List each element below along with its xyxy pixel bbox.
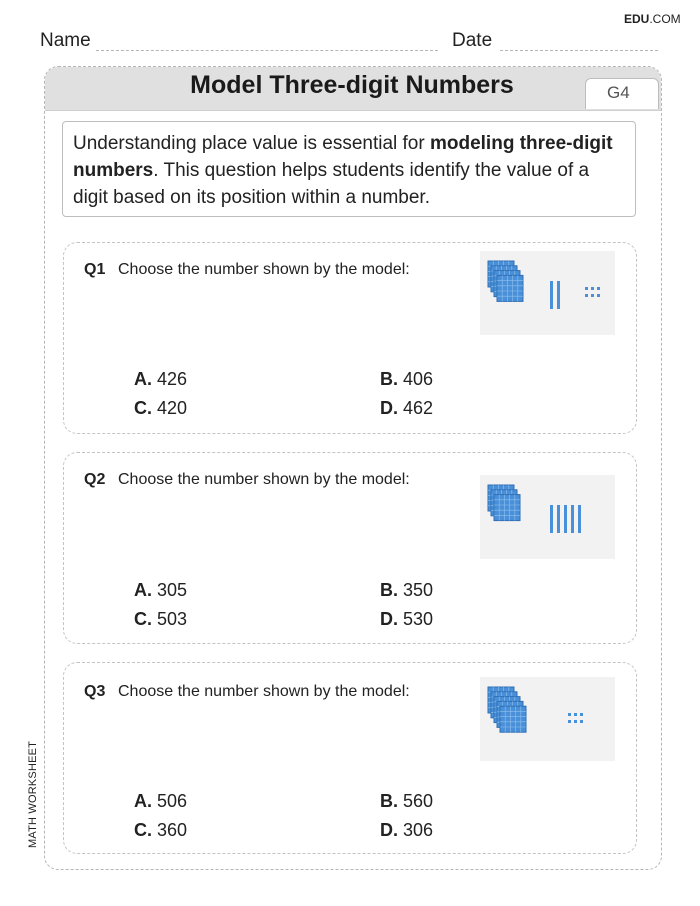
option-c[interactable]: C. 420: [134, 398, 188, 418]
hundreds-flat: [497, 275, 523, 301]
ones-cube: [591, 294, 594, 297]
option-a[interactable]: A. 506: [134, 791, 188, 811]
ones-cube: [585, 287, 588, 290]
ones-cube: [597, 294, 600, 297]
date-field[interactable]: [500, 50, 658, 51]
tens-rod: [557, 505, 560, 533]
tens-rod: [571, 505, 574, 533]
ones-cube: [574, 713, 577, 716]
option-c[interactable]: C. 503: [134, 609, 188, 629]
ones-cube: [580, 713, 583, 716]
question-number: Q1: [84, 261, 106, 278]
ones-cube: [580, 720, 583, 723]
option-d[interactable]: D. 306: [380, 820, 434, 840]
option-d[interactable]: D. 462: [380, 398, 434, 418]
base-ten-model: [480, 251, 615, 335]
name-field[interactable]: [96, 50, 438, 51]
option-d[interactable]: D. 530: [380, 609, 434, 629]
question-number: Q3: [84, 683, 106, 700]
question-prompt: Choose the number shown by the model:: [118, 261, 410, 278]
page-title: Model Three-digit Numbers: [190, 71, 514, 99]
hundreds-flat: [500, 706, 526, 732]
intro-text: Understanding place value is essential for modeling three-digit numbers. This question helps students identify the value of a digit based on its position within a number.: [62, 121, 636, 217]
question-number: Q2: [84, 471, 106, 488]
option-b[interactable]: B. 406: [380, 369, 434, 389]
question-card-3: [63, 662, 637, 854]
option-a[interactable]: A. 426: [134, 369, 188, 389]
ones-cube: [574, 720, 577, 723]
option-c[interactable]: C. 360: [134, 820, 188, 840]
name-label: Name: [40, 30, 91, 51]
option-b[interactable]: B. 350: [380, 580, 434, 600]
ones-cube: [591, 287, 594, 290]
tens-rod: [550, 505, 553, 533]
tens-rod: [578, 505, 581, 533]
side-label: MATH WORKSHEET: [27, 740, 39, 848]
question-card-2: [63, 452, 637, 644]
date-label: Date: [452, 30, 493, 51]
tens-rod: [564, 505, 567, 533]
tens-rod: [557, 281, 560, 309]
question-prompt: Choose the number shown by the model:: [118, 471, 410, 488]
question-prompt: Choose the number shown by the model:: [118, 683, 410, 700]
base-ten-model: [480, 677, 615, 761]
intro-bold: modeling three-digit numbers: [73, 133, 613, 181]
ones-cube: [585, 294, 588, 297]
ones-cube: [568, 713, 571, 716]
ones-cube: [568, 720, 571, 723]
hundreds-flat: [494, 495, 520, 521]
option-b[interactable]: B. 560: [380, 791, 434, 811]
base-ten-model: [480, 475, 615, 559]
question-card-1: [63, 242, 637, 434]
option-a[interactable]: A. 305: [134, 580, 188, 600]
tens-rod: [550, 281, 553, 309]
ones-cube: [597, 287, 600, 290]
brand-logo: EDU.COM: [624, 12, 681, 26]
grade-badge: G4: [607, 83, 630, 102]
